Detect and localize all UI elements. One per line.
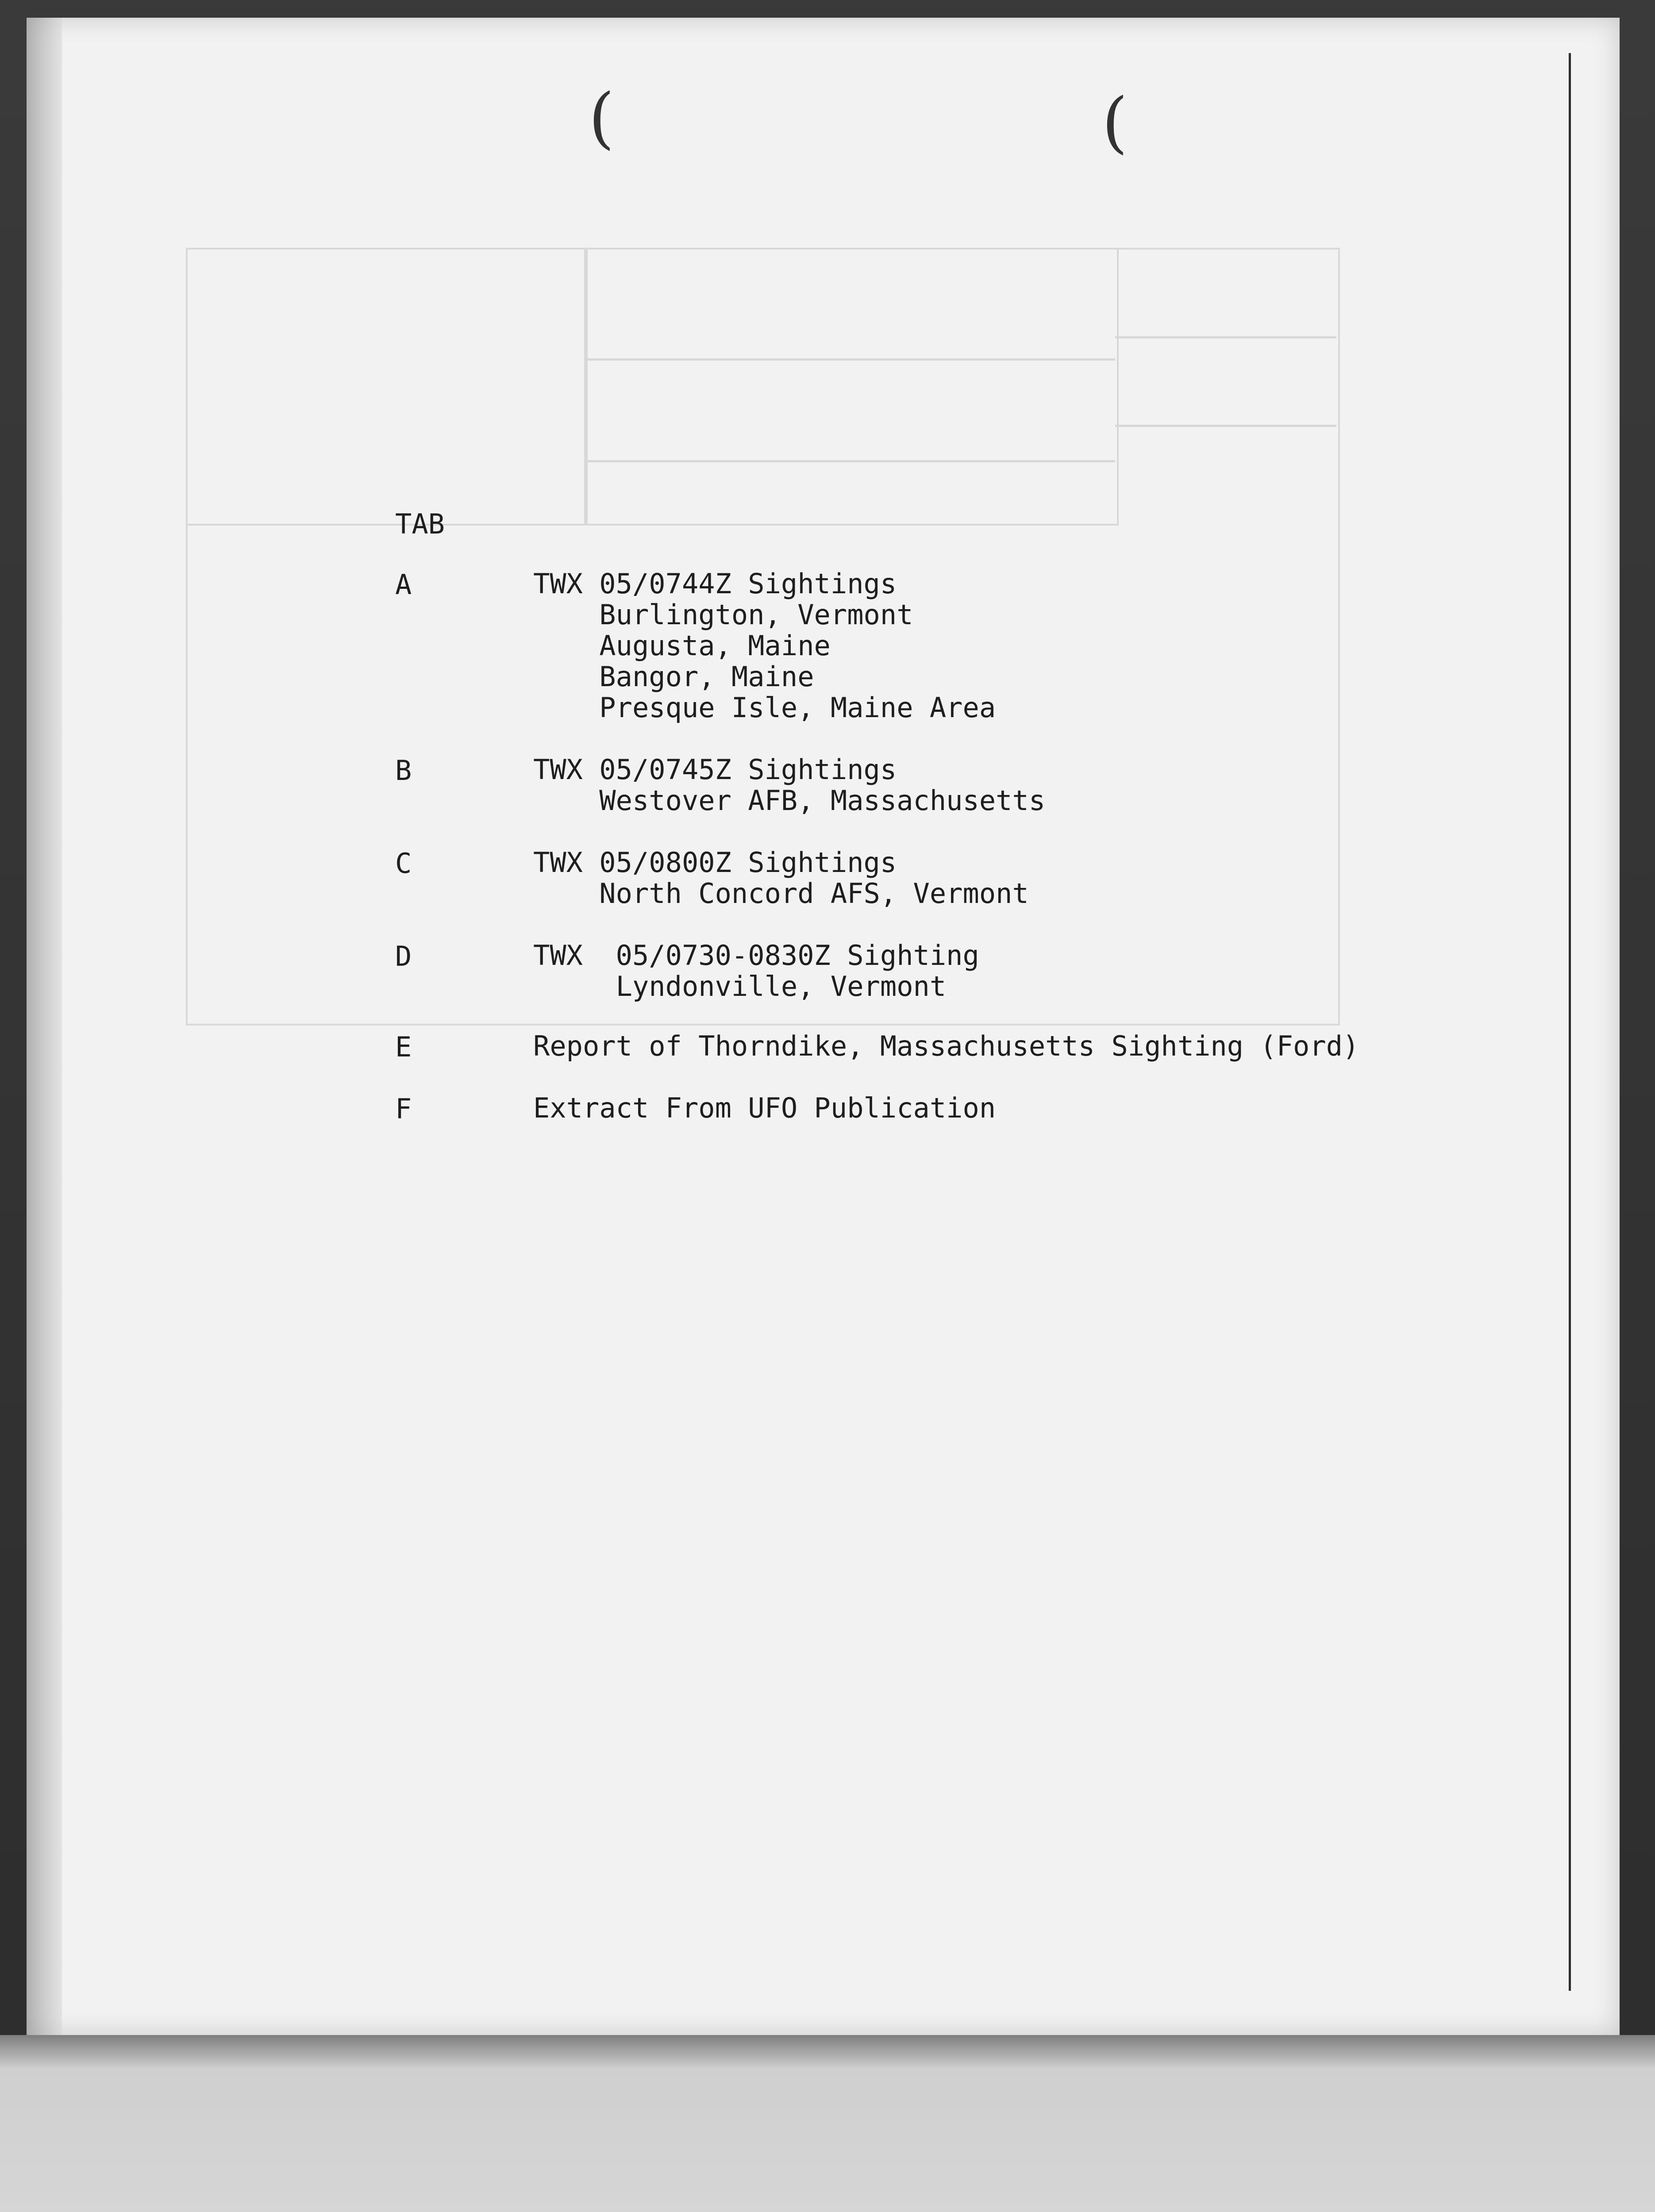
- entry-e-text: [533, 1031, 1359, 1062]
- hole-punch-mark-right: (: [1102, 84, 1128, 161]
- entry-c-letter: C: [395, 847, 412, 879]
- entry-b-line-2: Westover AFB, Massachusetts: [533, 784, 1046, 817]
- entry-c-line-2: North Concord AFS, Vermont: [533, 877, 1029, 910]
- margin-rule: [1569, 53, 1571, 1991]
- entry-a-text: [533, 568, 996, 723]
- entry-f-line-1: Extract From UFO Publication: [533, 1092, 996, 1124]
- entry-d-letter: D: [395, 940, 412, 972]
- entry-d-line-1: TWX 05/0730-0830Z Sighting: [533, 939, 979, 972]
- entry-a-line-2: Burlington, Vermont: [533, 599, 913, 631]
- hole-punch-mark-left: (: [589, 80, 615, 157]
- entry-b-line-1: TWX 05/0745Z Sightings: [533, 753, 897, 786]
- entry-c-line-1: TWX 05/0800Z Sightings: [533, 846, 897, 879]
- entry-f-letter: F: [395, 1093, 412, 1125]
- film-lower-strip: [0, 2035, 1655, 2212]
- document-sheet: [27, 18, 1620, 2035]
- entry-e-line-1: Report of Thorndike, Massachusetts Sighting (Ford): [533, 1030, 1359, 1062]
- entry-d-text: [533, 940, 979, 1002]
- entry-f-text: [533, 1093, 996, 1124]
- entry-d-line-2: Lyndonville, Vermont: [533, 970, 947, 1002]
- entry-a-line-4: Bangor, Maine: [533, 661, 814, 693]
- entry-b-letter: B: [395, 754, 412, 787]
- entry-e-letter: E: [395, 1031, 412, 1063]
- entry-a-line-1: TWX 05/0744Z Sightings: [533, 568, 897, 600]
- entry-a-line-5: Presque Isle, Maine Area: [533, 691, 996, 724]
- entry-c-text: [533, 847, 1029, 909]
- entry-a-letter: A: [395, 568, 412, 601]
- tab-header: TAB: [395, 508, 445, 540]
- entry-b-text: [533, 754, 1045, 816]
- entry-a-line-3: Augusta, Maine: [533, 630, 831, 662]
- sheet-left-edge: [27, 18, 62, 2035]
